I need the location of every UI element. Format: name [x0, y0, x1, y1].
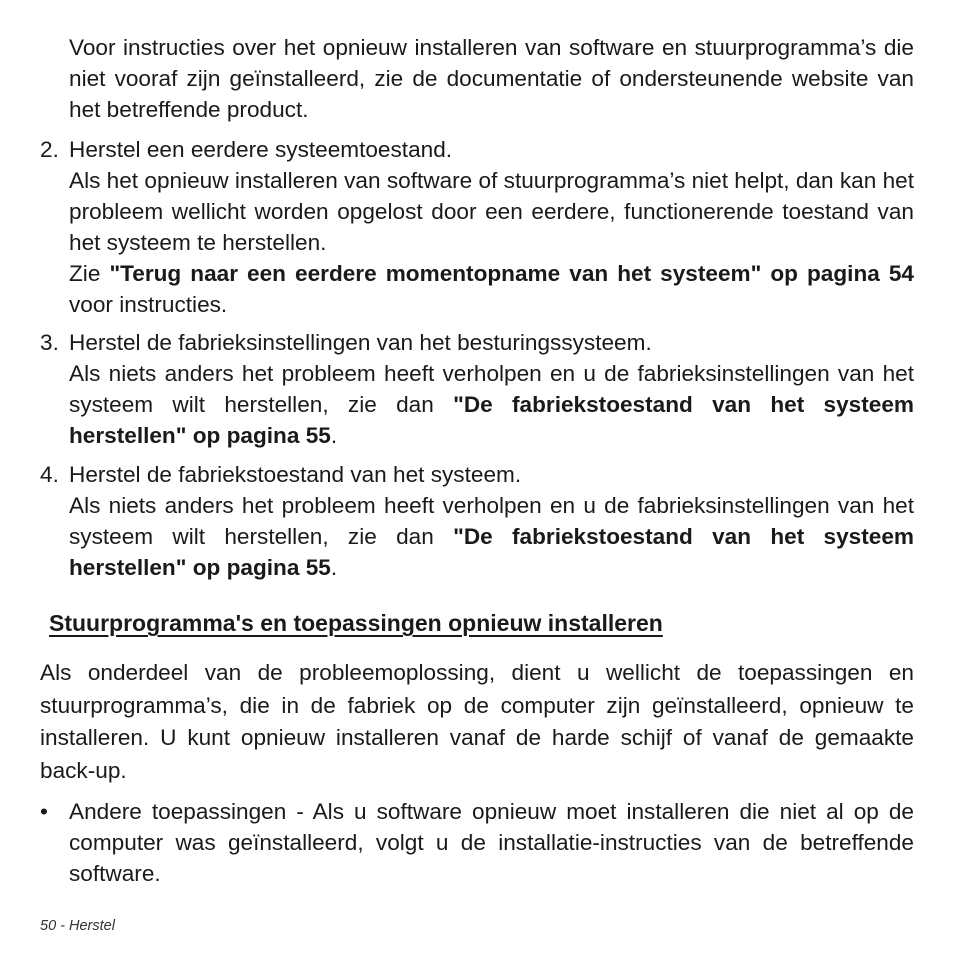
step-2-ref-prefix: Zie	[69, 261, 110, 286]
bullet-item: Andere toepassingen - Als u software opnieuw moet installeren die niet al op de computer was geïnstalleerd, volgt u de installatie-instructies van de betreffende software.	[69, 799, 914, 886]
step-3-ref-link[interactable]: "De fabriekstoestand van het systeem herstellen" op pagina 55	[69, 392, 914, 448]
section-heading: Stuurprogramma's en toepassingen opnieuw installeren	[49, 610, 663, 636]
step-2-title: Herstel een eerdere systeemtoestand.	[69, 137, 453, 162]
step-3-body	[69, 358, 914, 451]
step-3-body-suffix: .	[330, 423, 338, 448]
step-4-body	[69, 490, 914, 583]
bullet-symbol: •	[40, 799, 48, 824]
step-4-number: 4.	[40, 462, 59, 487]
section-paragraph: Als onderdeel van de probleemoplossing, dient u wellicht de toepassingen en stuurprogramma’s, die in de fabriek op de computer zijn geïnstalleerd, opnieuw te installeren. U kunt opnieuw installeren vanaf de harde schijf of vanaf de gemaakte back-up.	[40, 660, 914, 783]
step-2-number: 2.	[40, 137, 59, 162]
step-3-title: Herstel de fabrieksinstellingen van het besturingssysteem.	[69, 330, 652, 355]
step-4-body-suffix: .	[330, 555, 338, 580]
step-3-body-text: Als niets anders het probleem heeft verholpen en u de fabrieksinstellingen van het systeem wilt herstellen, zie dan	[69, 361, 914, 417]
step-4-title: Herstel de fabriekstoestand van het systeem.	[69, 462, 522, 487]
intro-paragraph: Voor instructies over het opnieuw installeren van software en stuurprogramma’s die niet vooraf zijn geïnstalleerd, zie de documentatie of ondersteunende website van het betreffende product.	[69, 35, 914, 122]
step-2-ref-suffix: voor instructies.	[69, 292, 228, 317]
page-footer: 50 - Herstel	[40, 918, 115, 934]
step-4-body-text: Als niets anders het probleem heeft verholpen en u de fabrieksinstellingen van het systeem wilt herstellen, zie dan	[69, 493, 914, 549]
step-2-ref-link[interactable]: "Terug naar een eerdere momentopname van het systeem" op pagina 54	[109, 261, 914, 286]
step-4-ref-link[interactable]: "De fabriekstoestand van het systeem herstellen" op pagina 55	[69, 524, 914, 580]
step-2-body: Als het opnieuw installeren van software of stuurprogramma’s niet helpt, dan kan het probleem wellicht worden opgelost door een eerdere, functionerende toestand van het systeem te herstellen.	[69, 168, 914, 255]
step-3-number: 3.	[40, 330, 59, 355]
step-2-reference	[69, 258, 914, 320]
